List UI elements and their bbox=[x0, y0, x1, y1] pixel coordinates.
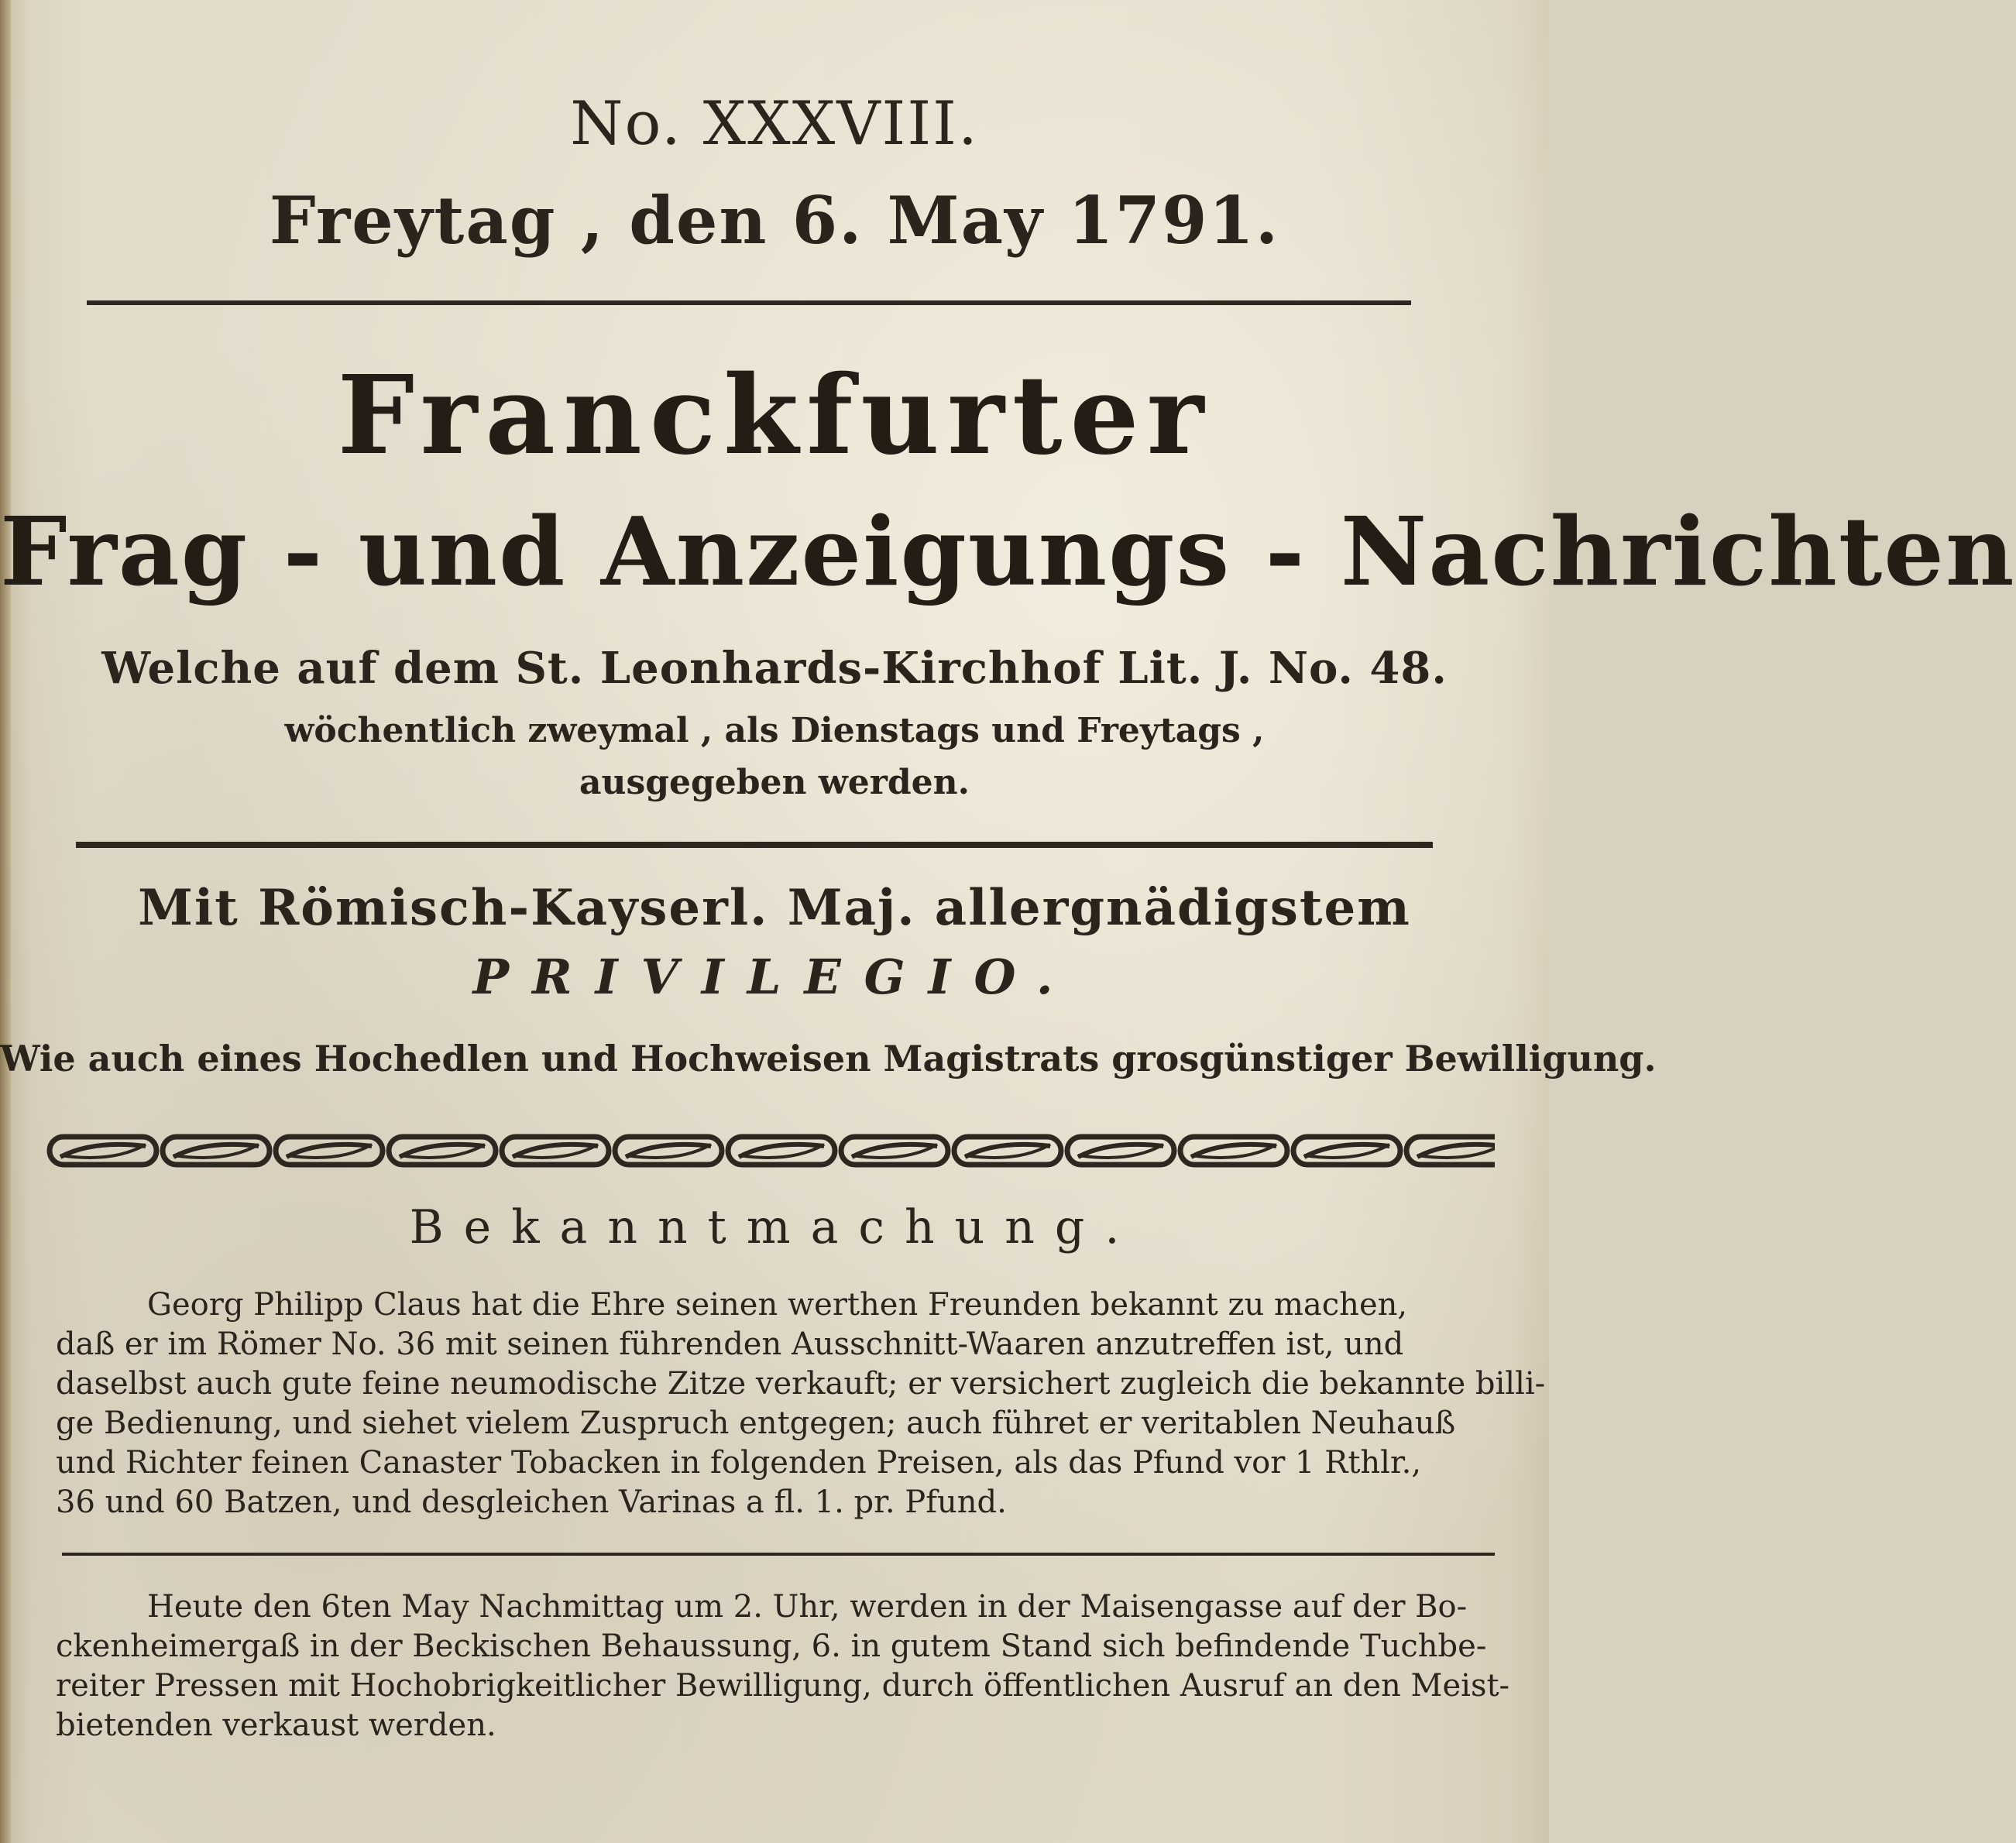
paragraph-line: Georg Philipp Claus hat die Ehre seinen werthen Freunden bekannt zu machen, bbox=[147, 1287, 1408, 1323]
privilege-line2: PRIVILEGIO. bbox=[472, 949, 1077, 1005]
privilege-line3: Wie auch eines Hochedlen und Hochweisen Magistrats grosgünstiger Bewilligung. bbox=[0, 1038, 1657, 1079]
announcement-heading: Bekanntmachung. bbox=[409, 1200, 1140, 1254]
paragraph-line: ckenheimergaß in der Beckischen Behaussung, 6. in gutem Stand sich befindende Tuchbe- bbox=[56, 1628, 1487, 1664]
paragraph-line: daselbst auch gute feine neumodische Zitze verkauft; er versichert zugleich die bekannte billi- bbox=[56, 1366, 1546, 1402]
paragraph-line: 36 und 60 Batzen, und desgleichen Varinas a fl. 1. pr. Pfund. bbox=[56, 1484, 1007, 1520]
masthead-title-line1: Franckfurter bbox=[337, 352, 1212, 479]
announcement-paragraph bbox=[56, 1285, 1546, 1522]
masthead-subtitle-line1: Welche auf dem St. Leonhards-Kirchhof Lit. J. No. 48. bbox=[101, 643, 1448, 694]
paragraph-line: bietenden verkaust werden. bbox=[56, 1707, 496, 1743]
masthead-rule bbox=[76, 842, 1433, 848]
issue-number: No. XXXVIII. bbox=[570, 89, 979, 159]
privilege-line1: Mit Römisch-Kayserl. Maj. allergnädigstem bbox=[138, 879, 1411, 937]
issue-date: Freytag , den 6. May 1791. bbox=[269, 182, 1280, 259]
masthead-title-line2: Frag - und Anzeigungs - Nachrichten bbox=[0, 496, 2016, 607]
notice-paragraph bbox=[56, 1587, 1510, 1745]
paragraph-line: Heute den 6ten May Nachmittag um 2. Uhr, werden in der Maisengasse auf der Bo- bbox=[147, 1589, 1468, 1625]
paragraph-line: daß er im Römer No. 36 mit seinen führenden Ausschnitt-Waaren anzutreffen ist, und bbox=[56, 1326, 1404, 1362]
paragraph-line: und Richter feinen Canaster Tobacken in folgenden Preisen, als das Pfund vor 1 Rthlr., bbox=[56, 1445, 1422, 1481]
section-rule bbox=[62, 1553, 1495, 1556]
paragraph-line: reiter Pressen mit Hochobrigkeitlicher Bewilligung, durch öffentlichen Ausruf an den Meist- bbox=[56, 1668, 1510, 1704]
masthead-subtitle-line2: wöchentlich zweymal , als Dienstags und Freytags , bbox=[284, 711, 1265, 750]
masthead-subtitle-line3: ausgegeben werden. bbox=[579, 763, 970, 802]
paragraph-line: ge Bedienung, und siehet vielem Zuspruch entgegen; auch führet er veritablen Neuhauß bbox=[56, 1405, 1456, 1441]
ornamental-chain-border bbox=[46, 1129, 1495, 1172]
header-rule bbox=[87, 300, 1411, 305]
